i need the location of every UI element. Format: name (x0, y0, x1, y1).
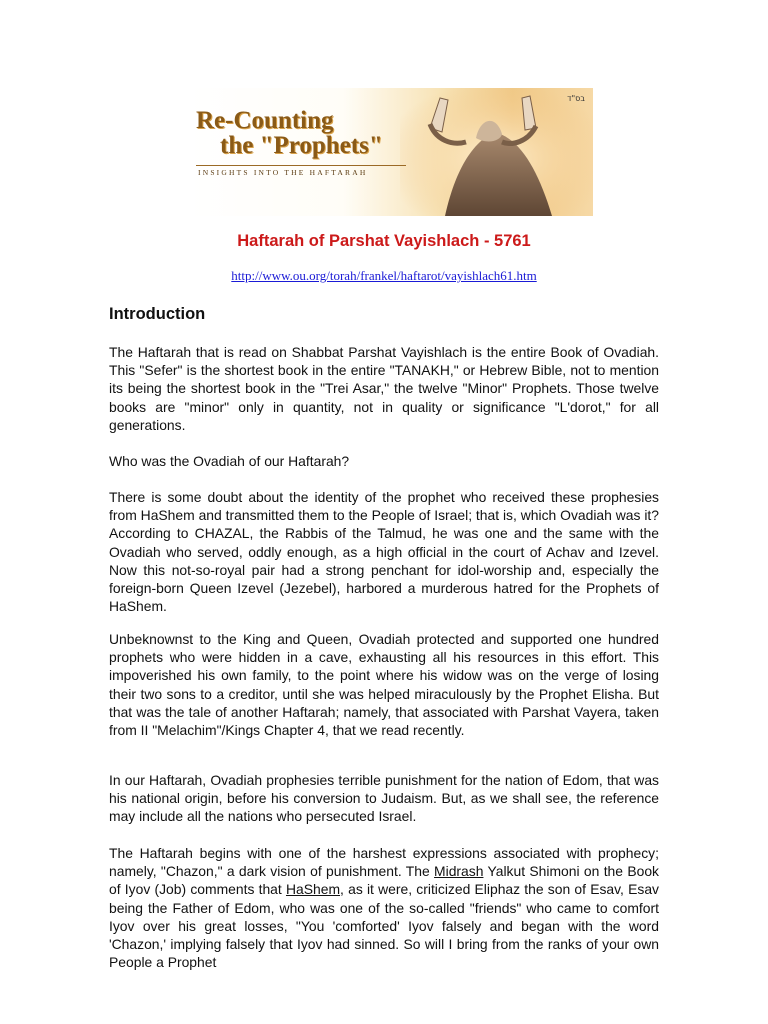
paragraph-6-text-a: The Haftarah begins with one of the harshest expressions associated with prophecy; namely, "Chazon," a dark vision of punishment. The (109, 845, 659, 880)
banner-title-line-2: the "Prophets" (220, 132, 383, 159)
paragraph-5: In our Haftarah, Ovadiah prophesies terrible punishment for the nation of Edom, that was his national origin, before his conversion to Judaism. But, as we shall see, the reference may include all the nations who persecuted Israel. (109, 772, 659, 825)
source-link-line (0, 268, 768, 284)
paragraph-6-text-c: , as it were, criticized Eliphaz the son of Esav, Esav being the Father of Edom, who was one of the so-called "friends" who came to comfort Iyov over his great losses, "You 'comforted' Iyov falsely and began with the word 'Chazon,' implying falsely that Iyov had sinned. So will I bring from the ranks of your own People a Prophet (109, 881, 659, 971)
paragraph-2: Who was the Ovadiah of our Haftarah? (109, 453, 350, 469)
midrash-term: Midrash (434, 863, 484, 880)
hebrew-abbreviation: בס"ד (567, 94, 585, 103)
page-title: Haftarah of Parshat Vayishlach - 5761 (237, 232, 531, 250)
banner-divider (196, 165, 406, 166)
banner-logo-title (196, 108, 383, 158)
paragraph-6-text-b: Yalkut Shimoni on the Book of Iyov (Job) comments that (109, 863, 660, 898)
paragraph-4: Unbeknownst to the King and Queen, Ovadiah protected and supported one hundred prophets who were hidden in a cave, exhausting all his resources in this effort. This impoverished his own family, to the point where his widow was on the verge of losing their two sons to a creditor, until she was helped miraculously by the Prophet Elisha. But that was the tale of another Haftarah; namely, that associated with Parshat Vayera, taken from II "Melachim"/Kings Chapter 4, that we read recently. (109, 631, 659, 739)
section-heading-introduction: Introduction (109, 305, 206, 323)
paragraph-6 (109, 844, 659, 971)
paragraph-3: There is some doubt about the identity of the prophet who received these prophesies from HaShem and transmitted them to the People of Israel; that is, which Ovadiah was it? According to CHAZAL, the Rabbis of the Talmud, he was one and the same with the Ovadiah who served, oddly enough, as a high official in the court of Achav and Izevel. Now this not-so-royal pair had a strong penchant for idol-worship and, especially the foreign-born Queen Izevel (Jezebel), harbored a murderous hatred for the Prophets of HaShem. (109, 489, 659, 615)
source-url-link[interactable]: http://www.ou.org/torah/frankel/haftarot/vayishlach61.htm (231, 268, 537, 283)
hashem-term: HaShem (285, 881, 341, 898)
banner-title-line-1: Re-Counting (196, 107, 334, 134)
paragraph-1: The Haftarah that is read on Shabbat Parshat Vayishlach is the entire Book of Ovadiah. This "Sefer" is the shortest book in the entire "TANAKH," or Hebrew Bible, not to mention its being the shortest book in the "Trei Asar," the twelve "Minor" Prophets. Those twelve books are "minor" only in quantity, not in quality or significance "L'dorot," for all generations. (109, 344, 659, 433)
banner-subtitle: INSIGHTS INTO THE HAFTARAH (198, 168, 368, 177)
header-banner (190, 88, 593, 216)
